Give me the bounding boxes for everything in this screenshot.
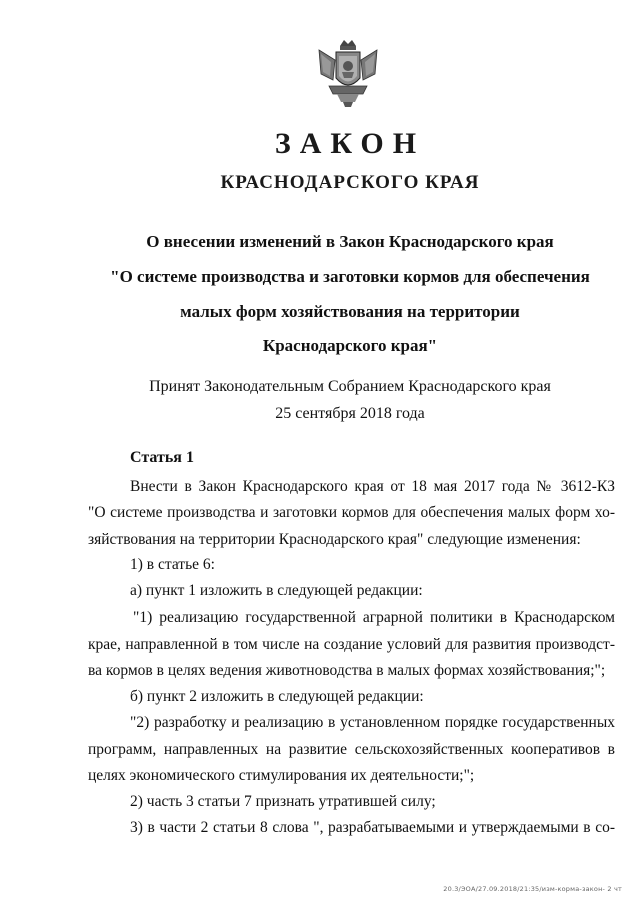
article-text-line: Внести в Закон Краснодарского края от 18 мая 2017 года № 3612-КЗ [130,478,615,495]
article-text-line: "2) разработку и реализацию в установленном порядке государственных [130,714,615,731]
coat-of-arms-icon [315,36,381,108]
article-text-line: 2) часть 3 статьи 7 признать утратившей силу; [130,793,436,810]
law-region: КРАСНОДАРСКОГО КРАЯ [220,172,480,193]
article-text-line: 1) в статье 6: [130,556,215,573]
law-heading-line: Краснодарского края" [262,336,438,355]
article-text-line: "О системе производства и заготовки кормов для обеспечения малых форм хо- [88,504,615,521]
registration-stamp: 20.3/ЭОА/27.09.2018/21:35/изм-корма-закон- 2 чт [443,885,622,893]
article-text-line: 3) в части 2 статьи 8 слова ", разрабатываемыми и утверждаемыми в со- [130,819,615,836]
law-title: ЗАКОН [274,127,426,160]
article-text-line: "1) реализацию государственной аграрной политики в Краснодарском [133,609,615,626]
law-heading-line: О внесении изменений в Закон Краснодарского края [146,232,554,251]
article-title: Статья 1 [130,449,194,466]
adoption-date: 25 сентября 2018 года [275,405,425,422]
article-text-line: целях экономического стимулирования их деятельности;"; [88,767,475,784]
article-text-line: крае, направленной в том числе на создание условий для развития производст- [88,636,615,653]
article-text-line: а) пункт 1 изложить в следующей редакции: [130,582,423,599]
article-text-line: программ, направленных на развитие сельскохозяйственных кооперативов в [88,741,615,758]
article-text-line: зяйствования на территории Краснодарского края" следующие изменения: [88,531,581,548]
article-text-line: ва кормов в целях ведения животноводства в малых формах хозяйствования;"; [88,662,606,679]
article-text-line: б) пункт 2 изложить в следующей редакции: [130,688,424,705]
adoption-statement: Принят Законодательным Собранием Краснодарского края [149,378,551,395]
law-heading-line: малых форм хозяйствования на территории [180,302,520,321]
law-heading-line: "О системе производства и заготовки кормов для обеспечения [110,267,590,286]
